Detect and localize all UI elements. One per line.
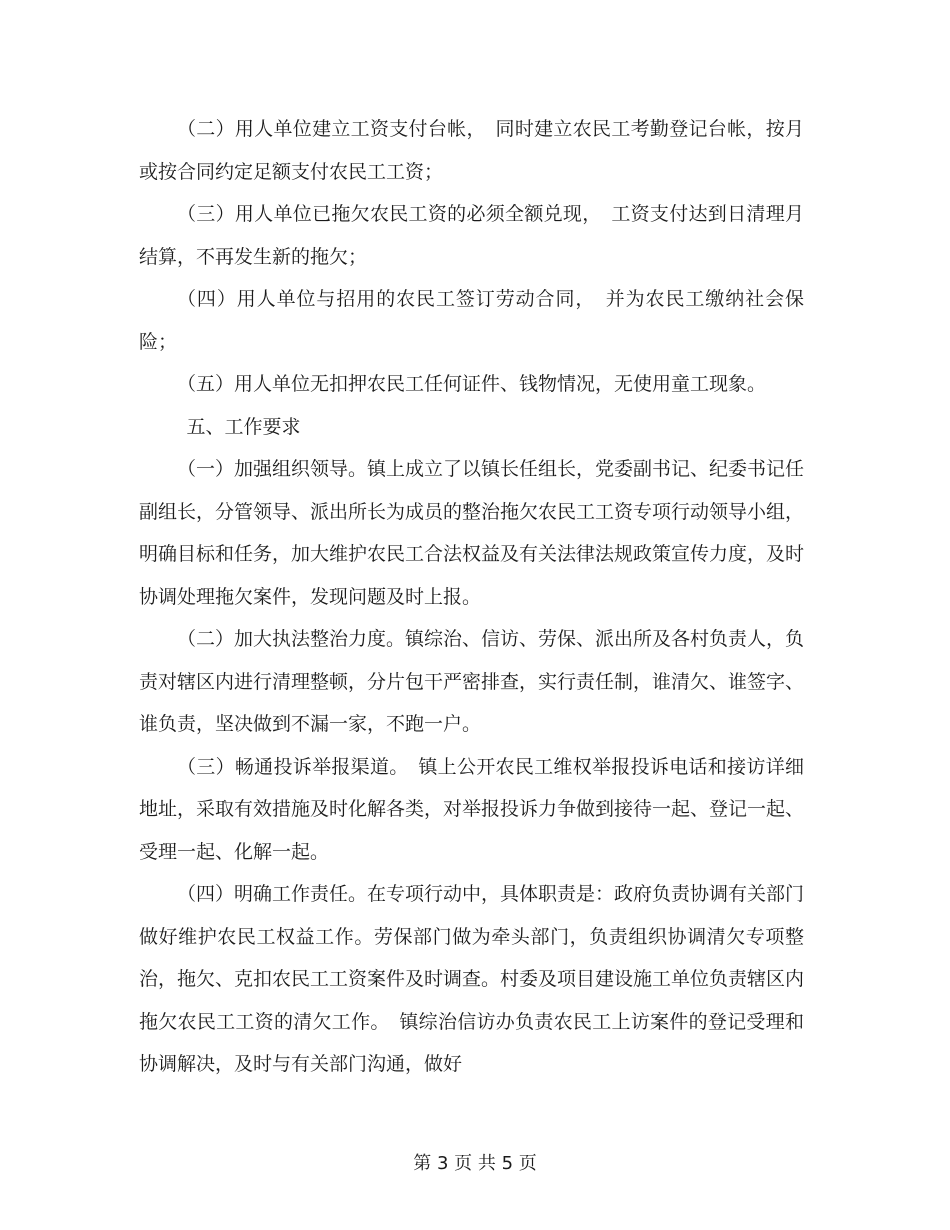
requirement-organization: （一）加强组织领导。镇上成立了以镇长任组长，党委副书记、纪委书记任副组长，分管领导、派出所长为成员的整治拖欠农民工工资专项行动领导小组，明确目标和任务，加大维护农民工合法权益及有关法律法规政策宣传力度，及时协调处理拖欠案件，发现问题及时上报。 [139,458,805,608]
document-body [139,108,804,1086]
page-number-footer: 第 3 页 共 5 页 [413,1153,537,1174]
requirement-complaints: （三）畅通投诉举报渠道。 镇上公开农民工维权举报投诉电话和接访详细地址，采取有效措施及时化解各类，对举报投诉力争做到接待一起、登记一起、受理一起、化解一起。 [139,755,805,863]
requirement-responsibility: （四）明确工作责任。在专项行动中，具体职责是：政府负责协调有关部门做好维护农民工权益工作。劳保部门做为牵头部门，负责组织协调清欠专项整治，拖欠、克扣农民工工资案件及时调查。村委及项目建设施工单位负责辖区内拖欠农民工工资的清欠工作。 镇综治信访办负责农民工上访案件的登记受理和协调解决，及时与有关部门沟通，做好 [139,883,805,1075]
paragraph-item-5: （五）用人单位无扣押农民工任何证件、钱物情况，无使用童工现象。 [177,373,767,395]
requirement-enforcement: （二）加大执法整治力度。镇综治、信访、劳保、派出所及各村负责人，负责对辖区内进行清理整顿，分片包干严密排查，实行责任制，谁清欠、谁签字、谁负责，坚决做到不漏一家，不跑一户。 [139,628,805,735]
paragraph-item-3: （三）用人单位已拖欠农民工资的必须全额兑现， 工资支付达到日清理月结算，不再发生新的拖欠； [139,203,804,268]
paragraph-item-2: （二）用人单位建立工资支付台帐， 同时建立农民工考勤登记台帐，按月或按合同约定足额支付农民工工资； [139,118,804,183]
section-heading-work-requirements: 五、工作要求 [186,415,301,438]
paragraph-item-4: （四）用人单位与招用的农民工签订劳动合同， 并为农民工缴纳社会保险； [139,288,804,353]
